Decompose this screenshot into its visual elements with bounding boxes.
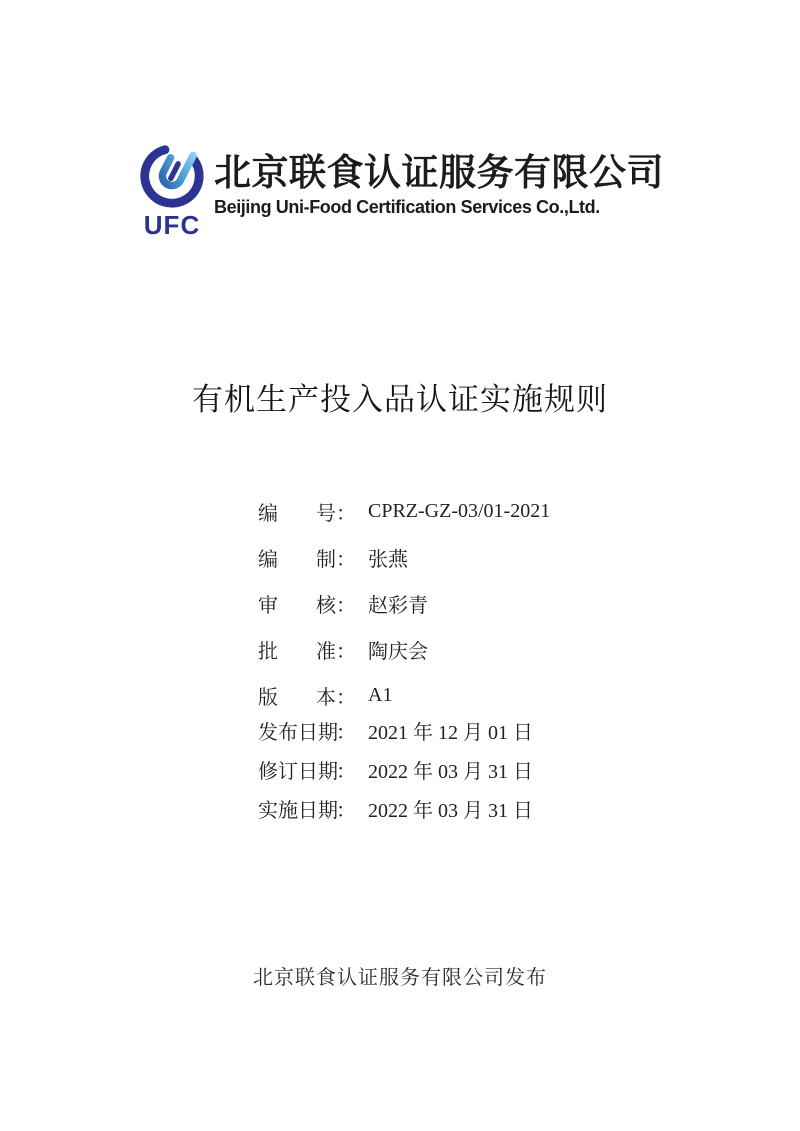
meta-label: 编制 xyxy=(258,548,336,571)
meta-value: 2022 年 03 月 31 日 xyxy=(368,800,533,822)
meta-colon: ： xyxy=(336,594,356,617)
meta-row-approved-by xyxy=(258,626,550,672)
meta-colon: ： xyxy=(336,502,356,525)
meta-row-compiled-by xyxy=(258,534,550,580)
meta-value: CPRZ-GZ-03/01-2021 xyxy=(368,499,551,522)
meta-row-revision-date xyxy=(258,750,550,789)
meta-label: 编号 xyxy=(258,502,336,525)
meta-value: 陶庆会 xyxy=(368,640,428,663)
meta-colon: ： xyxy=(336,800,356,822)
meta-colon: ： xyxy=(336,686,356,709)
meta-label: 审核 xyxy=(258,594,336,617)
company-name-en: Beijing Uni-Food Certification Services Co.,Ltd. xyxy=(214,197,600,218)
meta-row-number xyxy=(258,488,550,534)
meta-colon: ： xyxy=(336,722,356,744)
meta-colon: ： xyxy=(336,548,356,571)
meta-value: 张燕 xyxy=(368,548,408,571)
meta-label: 发布日期 xyxy=(258,722,338,744)
metadata-block xyxy=(258,488,550,828)
meta-value: A1 xyxy=(368,683,393,706)
company-name-zh: 北京联食认证服务有限公司 xyxy=(214,152,664,193)
meta-label: 版本 xyxy=(258,686,336,709)
meta-label: 修订日期 xyxy=(258,761,338,783)
meta-colon: ： xyxy=(336,761,356,783)
company-logo xyxy=(134,142,210,238)
company-names xyxy=(214,150,664,218)
meta-value: 赵彩青 xyxy=(368,594,428,617)
meta-row-issue-date xyxy=(258,711,550,750)
meta-value: 2022 年 03 月 31 日 xyxy=(368,761,533,783)
meta-row-reviewed-by xyxy=(258,580,550,626)
meta-label: 实施日期 xyxy=(258,800,338,822)
meta-colon: ： xyxy=(336,640,356,663)
document-title: 有机生产投入品认证实施规则 xyxy=(192,382,608,417)
publisher-line: 北京联食认证服务有限公司发布 xyxy=(253,967,547,989)
meta-value: 2021 年 12 月 01 日 xyxy=(368,722,533,744)
meta-row-effective-date xyxy=(258,789,550,828)
meta-label: 批准 xyxy=(258,640,336,663)
logo-monogram: UFC xyxy=(143,210,201,240)
ufc-logo-icon xyxy=(138,142,206,210)
